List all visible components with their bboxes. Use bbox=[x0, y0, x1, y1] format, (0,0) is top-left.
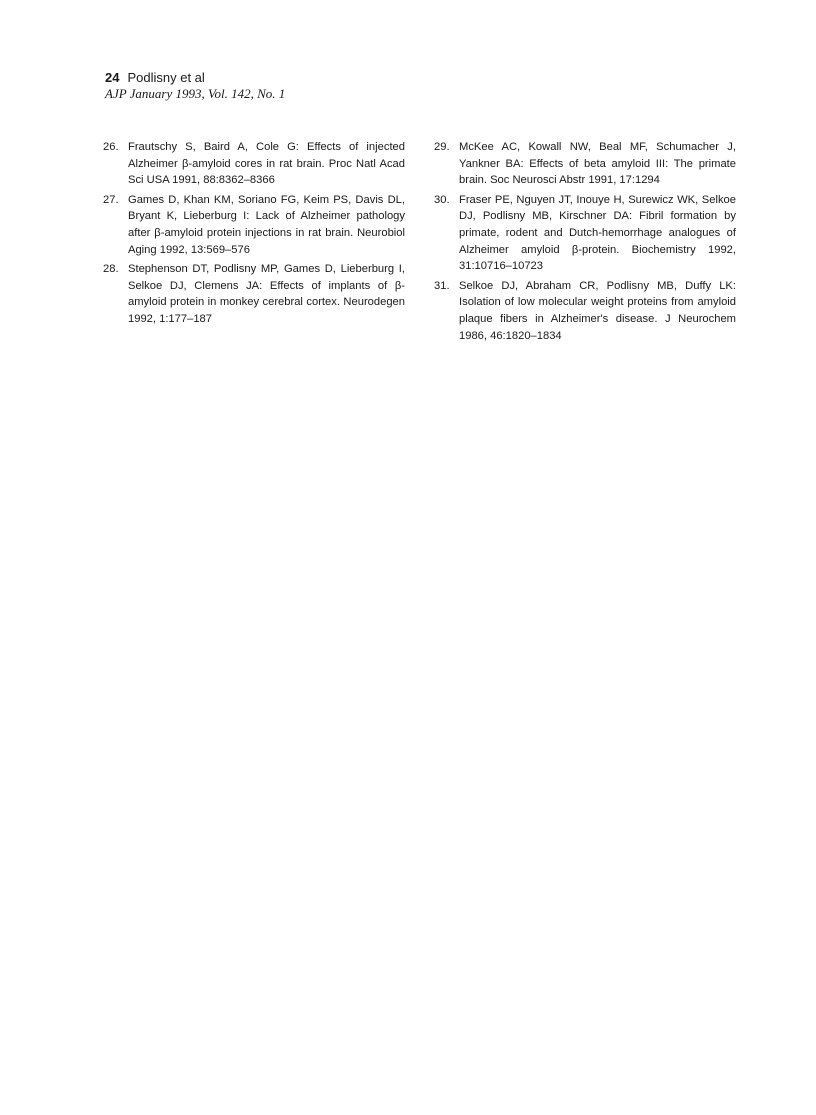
reference-text: McKee AC, Kowall NW, Beal MF, Schumacher J, Yankner BA: Effects of beta amyloid III: The primate brain. Soc Neurosci Abstr 1991, 17:1294 bbox=[459, 141, 736, 187]
page-header bbox=[105, 70, 285, 101]
reference-30 bbox=[434, 192, 736, 275]
reference-text: Stephenson DT, Podlisny MP, Games D, Lieberburg I, Selkoe DJ, Clemens JA: Effects of implants of β-amyloid protein in monkey cerebral cortex. Neurodegen 1992, 1:177–187 bbox=[128, 263, 405, 325]
reference-text: Frautschy S, Baird A, Cole G: Effects of injected Alzheimer β-amyloid cores in rat brain. Proc Natl Acad Sci USA 1991, 88:8362–8366 bbox=[128, 141, 405, 187]
reference-number: 30. bbox=[434, 193, 450, 206]
reference-26 bbox=[103, 139, 405, 189]
reference-number: 31. bbox=[434, 279, 450, 292]
reference-27 bbox=[103, 192, 405, 258]
running-head: Podlisny et al bbox=[127, 70, 205, 85]
reference-text: Fraser PE, Nguyen JT, Inouye H, Surewicz WK, Selkoe DJ, Podlisny MB, Kirschner DA: Fibril formation by primate, rodent and Dutch-hemorrhage analogues of Alzheimer amyloid β-protein. Biochemistry 1992, 31:10716–10723 bbox=[459, 193, 736, 273]
reference-number: 28. bbox=[103, 263, 119, 276]
reference-29 bbox=[434, 139, 736, 189]
reference-31 bbox=[434, 278, 736, 344]
reference-number: 27. bbox=[103, 193, 119, 206]
reference-number: 29. bbox=[434, 141, 450, 153]
references-left-column bbox=[103, 139, 405, 331]
reference-28 bbox=[103, 261, 405, 327]
header-top-line bbox=[105, 70, 285, 86]
reference-text: Selkoe DJ, Abraham CR, Podlisny MB, Duffy LK: Isolation of low molecular weight proteins from amyloid plaque fibers in Alzheimer's disease. J Neurochem 1986, 46:1820–1834 bbox=[459, 279, 736, 342]
reference-text: Games D, Khan KM, Soriano FG, Keim PS, Davis DL, Bryant K, Lieberburg I: Lack of Alzheimer pathology after β-amyloid protein injections in rat brain. Neurobiol Aging 1992, 13:569–576 bbox=[128, 193, 405, 256]
reference-number: 26. bbox=[103, 141, 119, 153]
journal-citation: AJP January 1993, Vol. 142, No. 1 bbox=[105, 86, 286, 101]
references-right-column bbox=[434, 139, 736, 347]
page-number: 24 bbox=[105, 70, 120, 85]
